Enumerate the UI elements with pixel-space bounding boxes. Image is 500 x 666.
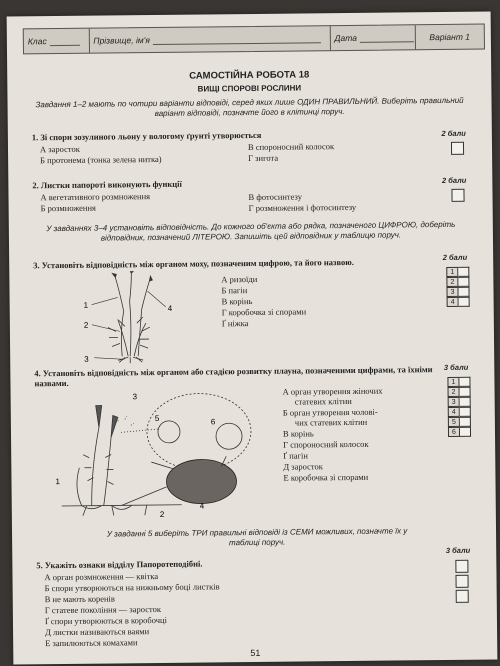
clubmoss-label-1: 1 (55, 477, 60, 487)
q4-grid-cell[interactable] (460, 427, 471, 437)
clubmoss-label-3: 3 (132, 392, 138, 402)
q4-grid-num: 1 (447, 377, 459, 387)
q5-option-b: Б спори утворюються на нижньому боці листків (44, 581, 220, 594)
q4-grid-num: 5 (448, 417, 460, 427)
work-subtitle: ВИЩІ СПОРОВІ РОСЛИНИ (197, 83, 302, 94)
q4-option-g: Г спороносний колосок (283, 438, 369, 450)
q1-option-g: Г зигота (248, 152, 279, 164)
clubmoss-label-2: 2 (159, 509, 165, 519)
instruction-3-4: У завданнях 3–4 установіть відповідність. До кожного об'єкта або рядка, позначеного ЦИФРОЮ, доберіть відповідник, позначений ЛІТЕРОЮ. Запишіть цей відповідник у таблицю поруч. (46, 219, 456, 243)
q3-grid-cell[interactable] (458, 267, 469, 277)
q4-option-b-cont: чих статевих клітин (294, 416, 368, 428)
q3-option-v: В корінь (221, 295, 253, 307)
q3-grid-cell[interactable] (458, 277, 469, 287)
q4-option-a: А орган утворення жіночих (282, 385, 383, 397)
q4-grid-cell[interactable] (460, 417, 471, 427)
q3-grid-num: 2 (446, 277, 458, 287)
q5-option-a: А орган розмноження — квітка (44, 570, 159, 583)
q4-grid-num: 3 (448, 397, 460, 407)
q2-option-a: А вегетативного розмноження (40, 191, 151, 203)
moss-label-1-pointer (92, 297, 118, 304)
q3-grid-num: 3 (446, 287, 458, 297)
question-1-text: 1. Зі спори зозулиного льону у вологому ґрунті утворюється (31, 129, 262, 143)
q2-option-b: Б розмноження (40, 202, 96, 214)
q4-grid-num: 4 (448, 407, 460, 417)
moss-label-4: 4 (167, 303, 173, 313)
clubmoss-label-4: 4 (199, 501, 205, 511)
q4-answer-grid (447, 377, 471, 437)
q5-answer-box-3[interactable] (456, 590, 469, 603)
q3-grid-cell[interactable] (458, 287, 469, 297)
variant-label: Варіант 1 (429, 31, 471, 43)
work-title: САМОСТІЙНА РОБОТА 18 (189, 69, 310, 82)
q1-answer-box[interactable] (451, 142, 464, 155)
q3-grid-num: 4 (447, 297, 459, 307)
question-5-points: 3 бали (445, 545, 471, 555)
q2-option-v: В фотосинтезу (248, 191, 302, 203)
q4-grid-cell[interactable] (460, 387, 471, 397)
question-3-text: 3. Установіть відповідність між органом моху, позначеним цифрою, та його назвою. (33, 256, 354, 271)
question-2-text: 2. Листки папороті виконують функції (32, 178, 182, 191)
moss-label-1: 1 (83, 300, 89, 310)
class-field[interactable]: Клас (24, 29, 90, 54)
q1-option-a: А заросток (39, 143, 80, 155)
q5-option-e: Е запилюються комахами (45, 637, 138, 649)
question-2-points: 2 бали (441, 175, 467, 186)
q5-option-ge: Ґ спори утворюються в коробочці (44, 614, 167, 627)
q4-option-v: В корінь (282, 428, 314, 439)
clubmoss-label-6: 6 (210, 417, 216, 427)
q4-option-b: Б орган утворення чолові- (282, 406, 378, 418)
q4-option-a-cont: статевих клітин (294, 395, 352, 407)
q1-option-b: Б протонема (тонка зелена нитка) (40, 153, 162, 166)
q1-option-v: В спороносний колосок (247, 141, 335, 153)
q5-option-g: Г статеве покоління — заросток (44, 603, 162, 616)
header-strip (23, 24, 485, 55)
clubmoss-illustration (51, 386, 262, 523)
q4-grid-cell[interactable] (460, 397, 471, 407)
q4-grid-cell[interactable] (460, 407, 471, 417)
question-3-points: 2 бали (442, 252, 468, 262)
q4-grid-num: 2 (448, 387, 460, 397)
q4-option-d: Д заросток (283, 461, 323, 472)
q3-option-a: А ризоїди (221, 273, 258, 285)
moss-label-2: 2 (83, 320, 89, 330)
q5-option-d: Д листки називаються ваями (45, 626, 150, 638)
question-4-text: 4. Установіть відповідність між органом або стадією розвитку плауна, позначеними цифрами, та їхніми назвами. (34, 364, 433, 389)
q2-answer-box[interactable] (451, 189, 464, 202)
worksheet-page (7, 11, 498, 664)
date-field[interactable]: Дата (330, 25, 415, 50)
q5-answer-box-1[interactable] (455, 560, 468, 573)
q5-answer-box-2[interactable] (455, 575, 468, 588)
q3-option-b: Б пагін (221, 285, 248, 296)
moss-label-3-pointer (94, 357, 124, 359)
q4-grid-cell[interactable] (459, 377, 470, 387)
q3-option-ge: Ґ ніжка (221, 318, 249, 329)
q4-option-e: Е коробочка зі спорами (283, 471, 369, 483)
q5-option-v: В не мають коренів (44, 593, 115, 605)
q3-answer-grid (446, 267, 469, 307)
q3-option-g: Г коробочка зі спорами (221, 306, 307, 318)
question-1-points: 2 бали (441, 128, 466, 139)
moss-label-3: 3 (84, 354, 89, 364)
moss-illustration (79, 271, 190, 364)
name-field[interactable]: Прізвище, ім'я (89, 26, 330, 53)
clubmoss-label-5: 5 (154, 413, 160, 424)
question-5-text: 5. Укажіть ознаки відділу Папоротеподібні. (36, 558, 203, 571)
q3-grid-num: 1 (446, 267, 458, 277)
q4-grid-num: 6 (448, 427, 460, 437)
q2-option-g: Г розмноження і фотосинтезу (248, 201, 357, 214)
moss-label-4-pointer (148, 291, 166, 307)
q4-option-ge: Ґ пагін (283, 450, 308, 461)
moss-label-2-pointer (92, 324, 120, 331)
question-4-points: 3 бали (443, 362, 469, 372)
q3-grid-cell[interactable] (459, 297, 470, 307)
instruction-1-2: Завдання 1–2 мають по чотири варіанти відповіді, серед яких лише ОДИН ПРАВИЛЬНИЙ. Виберіть правильний варіант відповіді, позначте його в клітинці поруч. (35, 95, 464, 119)
instruction-5: У завданні 5 виберіть ТРИ правильні відповіді із СЕМИ можливих, позначте їх у таблиці поруч. (106, 526, 408, 548)
page-number: 51 (250, 647, 261, 659)
